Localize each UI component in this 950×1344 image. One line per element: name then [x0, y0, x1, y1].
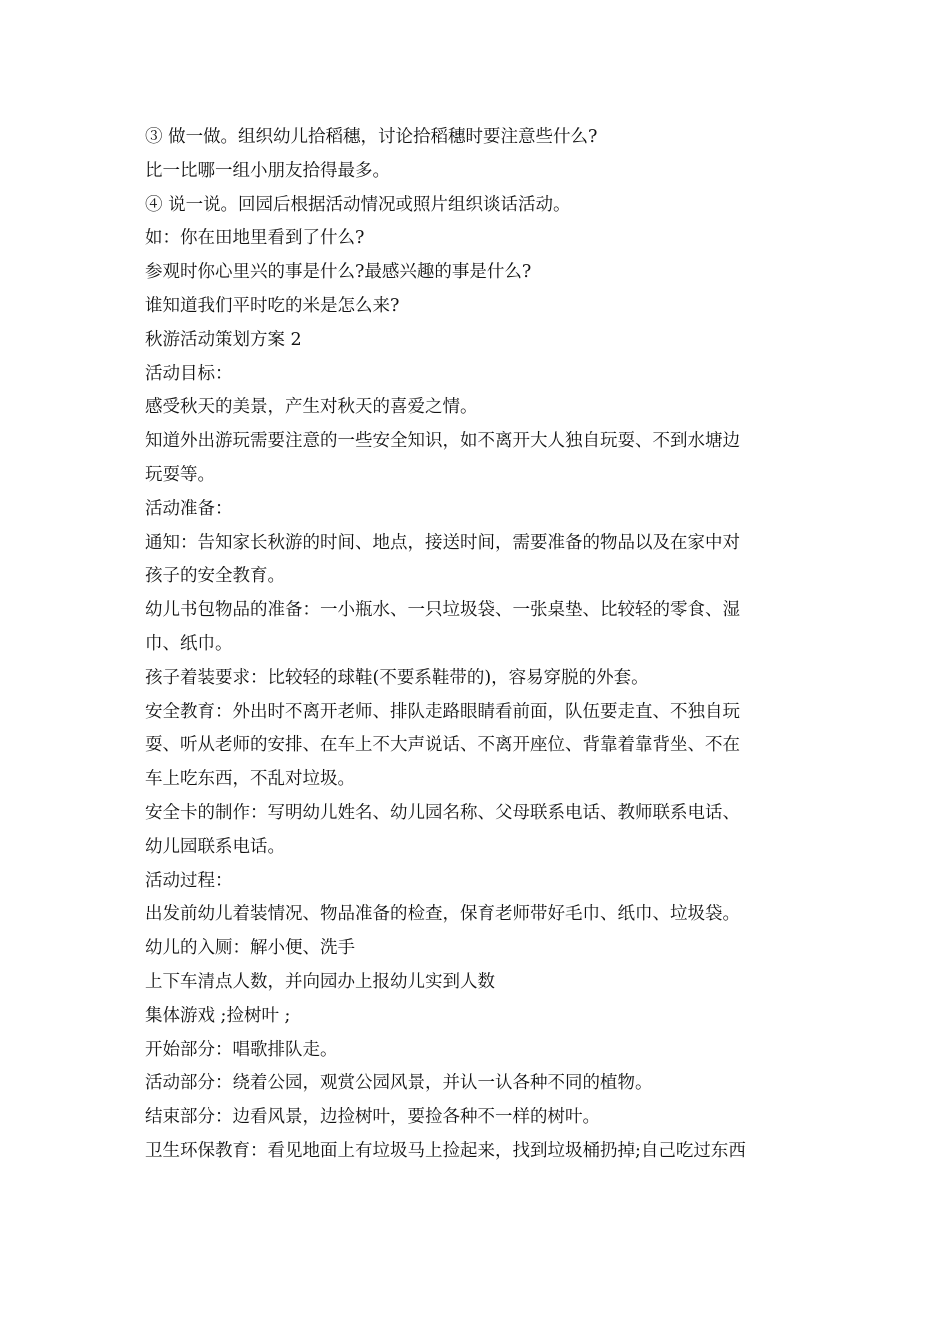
document-body	[145, 121, 810, 1169]
text-line: 巾、纸巾。	[145, 633, 233, 654]
text-line: 幼儿园联系电话。	[145, 836, 285, 857]
subheading-preparation: 活动准备：	[145, 498, 233, 519]
text-line: 孩子的安全教育。	[145, 566, 285, 587]
text-line: 比一比哪一组小朋友拾得最多。	[145, 160, 390, 181]
text-line: 幼儿的入厕：解小便、洗手	[145, 938, 355, 959]
text-line: 耍、听从老师的安排、在车上不大声说话、不离开座位、背靠着靠背坐、不在	[145, 735, 740, 756]
text-line: 活动部分：绕着公园，观赏公园风景，并认一认各种不同的植物。	[145, 1073, 653, 1094]
text-line: 幼儿书包物品的准备：一小瓶水、一只垃圾袋、一张桌垫、比较轻的零食、湿	[145, 600, 740, 621]
text-line: 安全卡的制作：写明幼儿姓名、幼儿园名称、父母联系电话、教师联系电话、	[145, 802, 740, 823]
text-line: 安全教育：外出时不离开老师、排队走路眼睛看前面，队伍要走直、不独自玩	[145, 701, 740, 722]
text-line: 通知：告知家长秋游的时间、地点，接送时间，需要准备的物品以及在家中对	[145, 532, 740, 553]
text-line: 车上吃东西，不乱对垃圾。	[145, 769, 355, 790]
text-line: 知道外出游玩需要注意的一些安全知识，如不离开大人独自玩耍、不到水塘边	[145, 431, 740, 452]
subheading-goals: 活动目标：	[145, 363, 233, 384]
text-line: 谁知道我们平时吃的米是怎么来?	[145, 295, 400, 316]
text-line: 玩耍等。	[145, 464, 215, 485]
section-heading: 秋游活动策划方案 2	[145, 329, 302, 350]
text-line: 孩子着装要求：比较轻的球鞋(不要系鞋带的)，容易穿脱的外套。	[145, 667, 649, 688]
text-line: ④ 说一说。回园后根据活动情况或照片组织谈话活动。	[145, 194, 571, 215]
text-line: 开始部分：唱歌排队走。	[145, 1039, 338, 1060]
text-line: 结束部分：边看风景，边捡树叶，要捡各种不一样的树叶。	[145, 1107, 600, 1128]
text-line: 如：你在田地里看到了什么?	[145, 228, 365, 249]
text-line: 上下车清点人数，并向园办上报幼儿实到人数	[145, 971, 495, 992]
text-line: 感受秋天的美景，产生对秋天的喜爱之情。	[145, 397, 478, 418]
text-line: ③ 做一做。组织幼儿拾稻穗，讨论拾稻穗时要注意些什么?	[145, 127, 598, 147]
text-line: 卫生环保教育：看见地面上有垃圾马上捡起来，找到垃圾桶扔掉;自己吃过东西	[145, 1140, 746, 1161]
text-line: 集体游戏 ;捡树叶 ;	[145, 1005, 291, 1026]
subheading-process: 活动过程：	[145, 870, 233, 891]
text-line: 参观时你心里兴的事是什么?最感兴趣的事是什么?	[145, 262, 532, 283]
text-line: 出发前幼儿着装情况、物品准备的检查，保育老师带好毛巾、纸巾、垃圾袋。	[145, 904, 740, 925]
